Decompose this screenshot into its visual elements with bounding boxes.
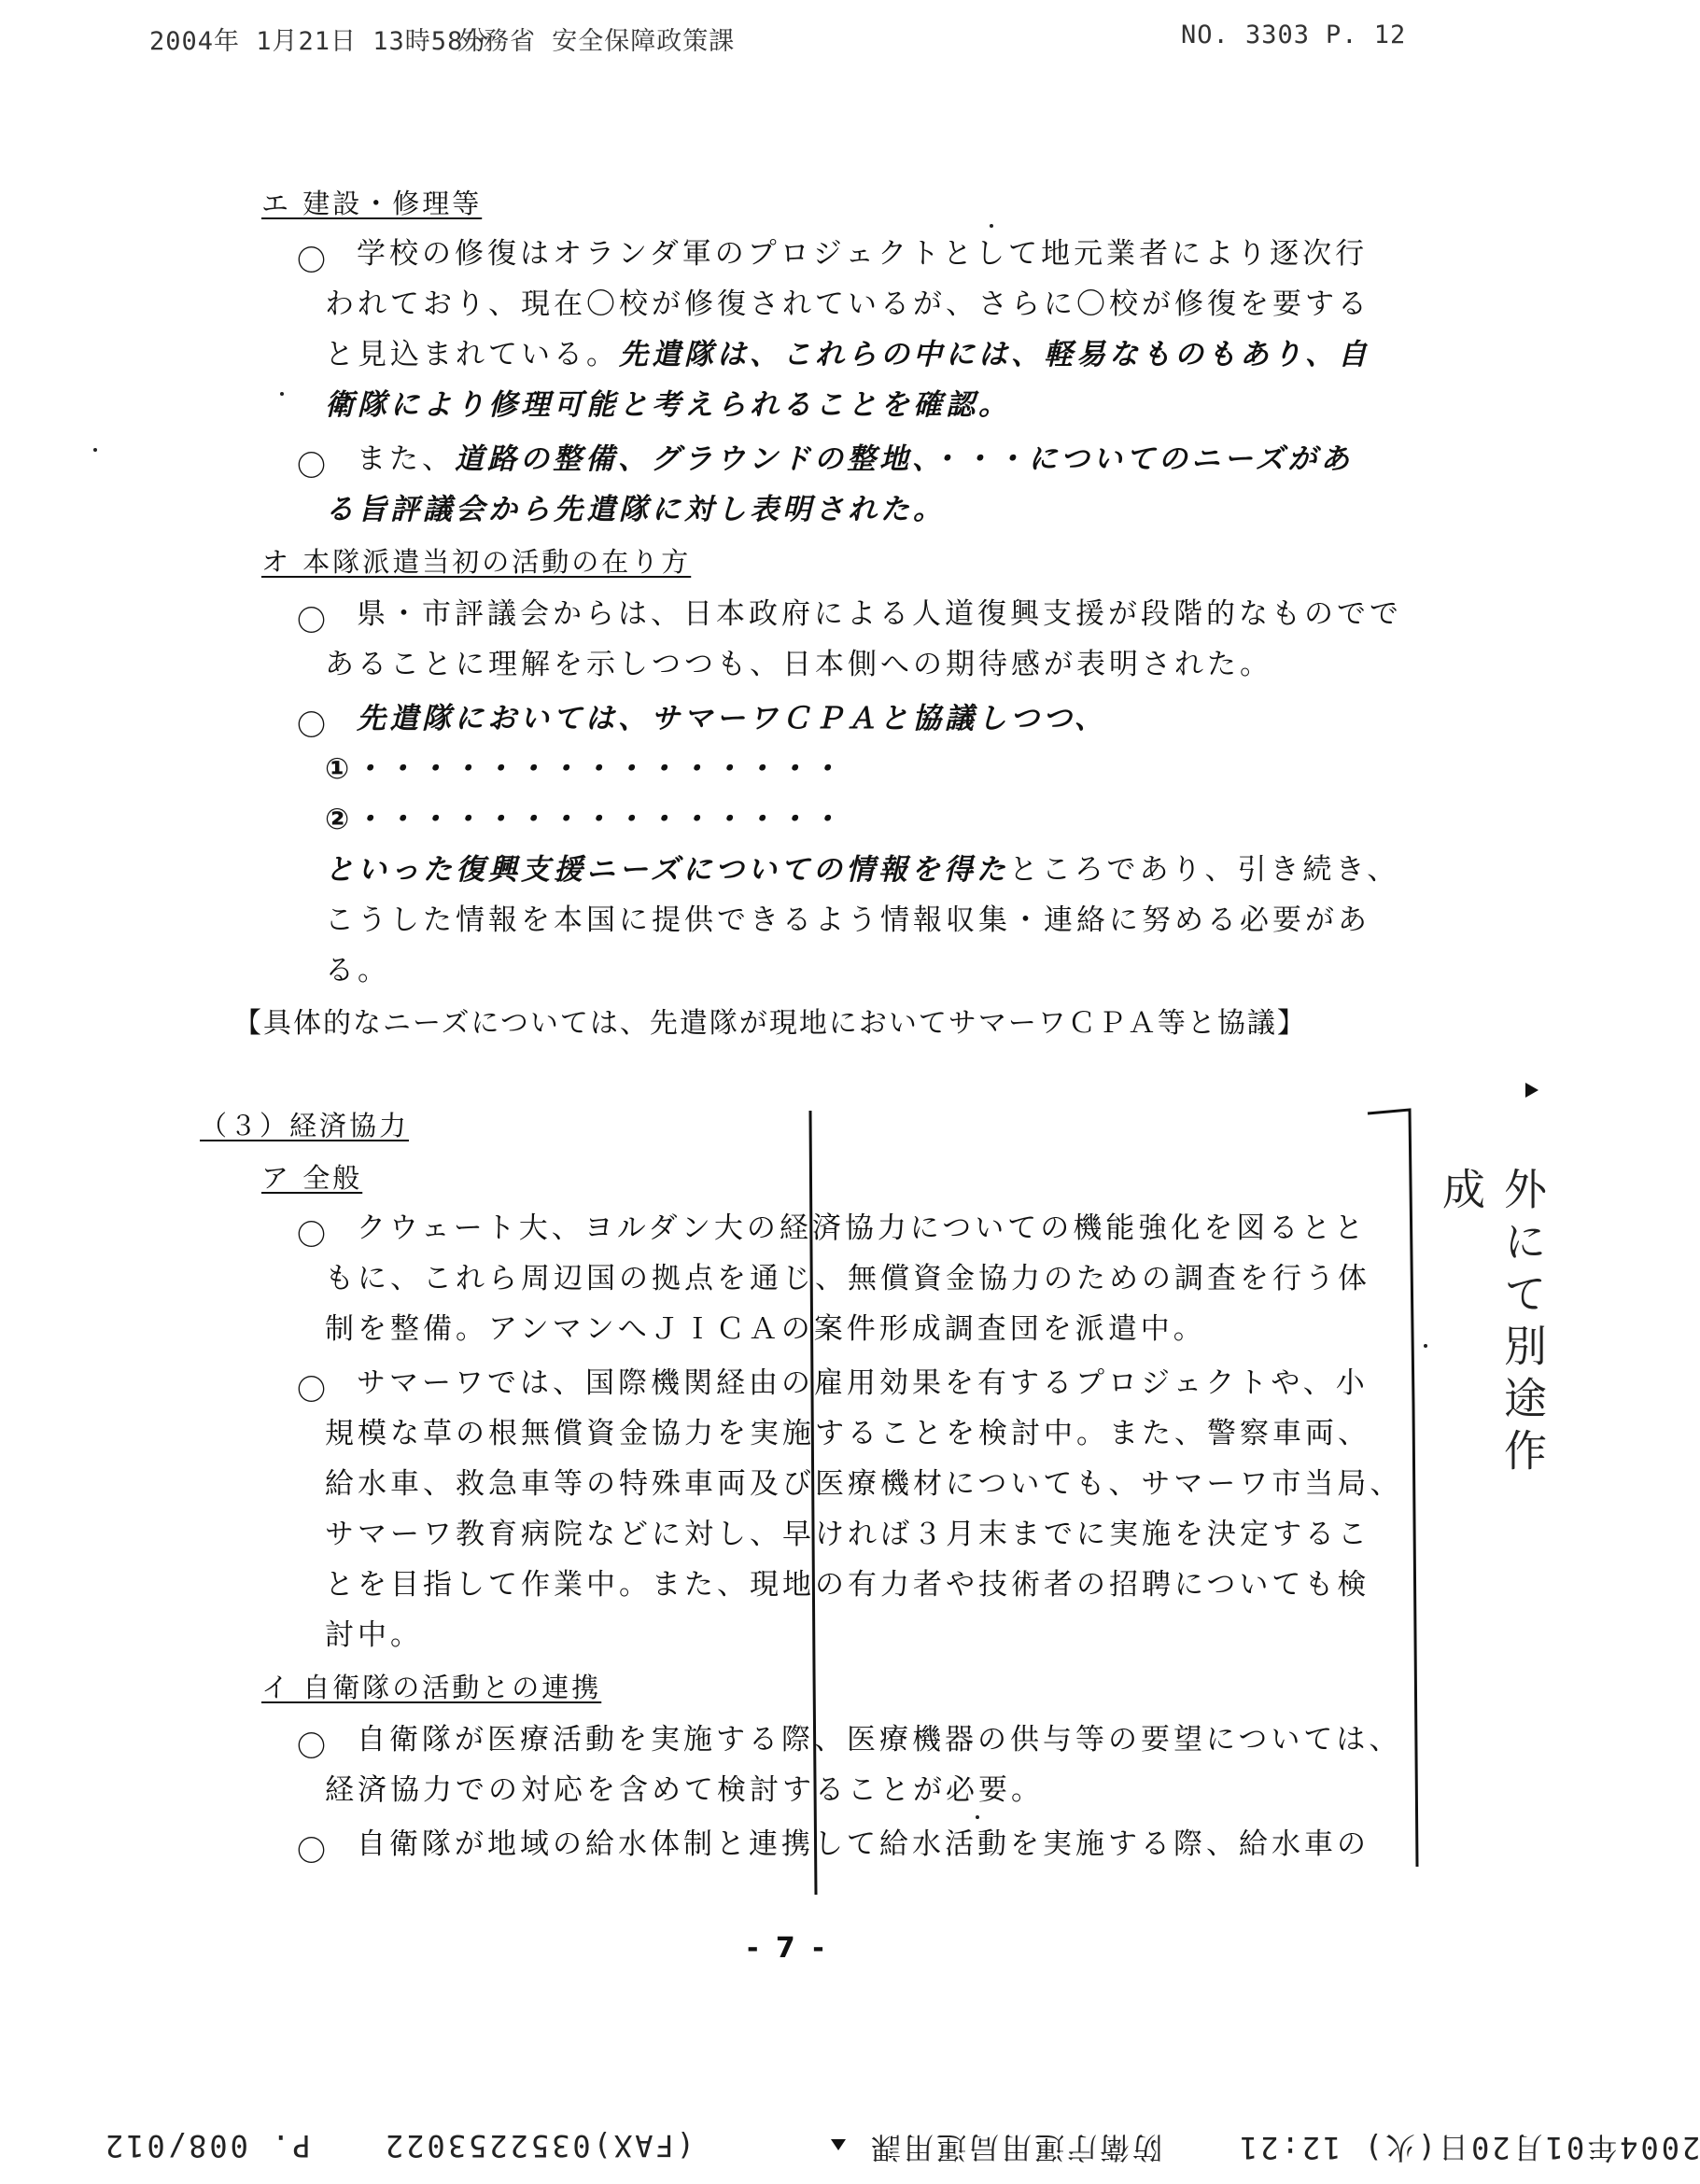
- text-line: 衛隊により修理可能と考えられることを確認。: [325, 388, 1011, 422]
- section-heading-construction: エ 建設・修理等: [261, 188, 483, 219]
- fax-page: P. 12: [1326, 21, 1407, 49]
- text-line: る旨評議会から先遣隊に対し表明された。: [325, 493, 946, 526]
- text-line: 県・市評議会からは、日本政府による人道復興支援が段階的なものでで: [357, 597, 1402, 631]
- bullet-marker: 〇: [297, 450, 326, 483]
- text-line: もに、これら周辺国の拠点を通じ、無償資金協力のための調査を行う体: [325, 1262, 1370, 1295]
- scan-speck: [976, 1815, 979, 1819]
- bullet-marker: 〇: [297, 1730, 326, 1764]
- scan-speck: [93, 448, 97, 452]
- scan-speck: [990, 224, 993, 228]
- text-line: 自衛隊が医療活動を実施する際、医療機器の供与等の要望については、: [357, 1723, 1402, 1757]
- bracket-note: 【具体的なニーズについては、先遣隊が現地においてサマーワＣＰＡ等と協議】: [233, 1007, 1307, 1040]
- handwritten-italic-span: 先遣隊は、これらの中には、軽易なものもあり、自: [619, 338, 1370, 371]
- bullet-marker: 〇: [297, 1374, 326, 1407]
- page-number: - 7 -: [747, 1932, 828, 1965]
- text-line: あることに理解を示しつつも、日本側への期待感が表明された。: [325, 648, 1272, 681]
- text-line: 給水車、救急車等の特殊車両及び医療機材についても、サマーワ市当局、: [325, 1467, 1403, 1501]
- fax-number: NO. 3303: [1181, 21, 1311, 49]
- text-line: サマーワでは、国際機関経由の雇用効果を有するプロジェクトや、小: [357, 1366, 1369, 1400]
- handwritten-margin-note: 外にて別途作成: [1436, 1167, 1548, 1480]
- text-line: 先遣隊においては、サマーワＣＰＡと協議しつつ、: [357, 702, 1107, 735]
- section-heading-economic-cooperation: （３）経済協力: [200, 1110, 410, 1141]
- text-line: 自衛隊が地域の給水体制と連携して給水活動を実施する際、給水車の: [357, 1827, 1370, 1861]
- section-heading-initial-activities: オ 本隊派遣当初の活動の在り方: [261, 546, 692, 578]
- text-line: [325, 332, 1370, 378]
- bullet-marker: 〇: [297, 245, 326, 278]
- text-span: また、: [357, 442, 455, 476]
- list-item-2: ②・・・・・・・・・・・・・・・: [325, 803, 844, 836]
- fax-sender: 外務省 安全保障政策課: [457, 27, 736, 56]
- handwritten-italic-span: といった復興支援ニーズについての情報を得た: [325, 853, 1009, 887]
- text-line: サマーワ教育病院などに対し、早ければ３月末までに実施を決定するこ: [325, 1518, 1370, 1551]
- text-span: ところであり、引き続き、: [1008, 853, 1400, 887]
- footer-arrow-mark: [831, 2139, 846, 2150]
- list-item-1: ①・・・・・・・・・・・・・・・: [325, 752, 844, 786]
- subsection-heading-sdf-coordination: イ 自衛隊の活動との連携: [261, 1672, 602, 1703]
- footer-sender: 防衛庁運用局運用課: [868, 2130, 1163, 2165]
- text-line: 討中。: [325, 1618, 423, 1652]
- footer-page: P. 008/012: [103, 2128, 311, 2163]
- text-span: と見込まれている。: [325, 338, 619, 371]
- handwritten-italic-span: 道路の整備、グラウンドの整地、・・・についてのニーズがあ: [455, 442, 1354, 476]
- bullet-marker: 〇: [297, 1219, 326, 1253]
- arrow-mark: [1525, 1083, 1538, 1098]
- text-line: クウェート大、ヨルダン大の経済協力についての機能強化を図るとと: [357, 1211, 1368, 1245]
- bullet-marker: 〇: [297, 709, 326, 743]
- text-line: とを目指して作業中。また、現地の有力者や技術者の招聘についても検: [325, 1568, 1370, 1602]
- text-line: 規模な草の根無償資金協力を実施することを検討中。また、警察車両、: [325, 1417, 1370, 1450]
- text-line: われており、現在〇校が修復されているが、さらに〇校が修復を要する: [325, 287, 1370, 321]
- scan-speck: [1424, 1344, 1427, 1348]
- text-line: 経済協力での対応を含めて検討することが必要。: [325, 1773, 1044, 1807]
- scan-speck: [280, 392, 284, 396]
- text-line: こうした情報を本国に提供できるよう情報収集・連絡に努める必要があ: [325, 903, 1370, 937]
- text-line: [325, 847, 1399, 893]
- handwritten-vertical-line: [803, 1111, 825, 1895]
- text-line: [357, 437, 1353, 483]
- bullet-marker: 〇: [297, 605, 326, 638]
- text-line: る。: [325, 954, 390, 987]
- bullet-marker: 〇: [297, 1835, 326, 1869]
- text-line: 学校の修復はオランダ軍のプロジェクトとして地元業者により逐次行: [357, 237, 1369, 271]
- text-line: 制を整備。アンマンへＪＩＣＡの案件形成調査団を派遣中。: [325, 1312, 1206, 1346]
- fax-timestamp: 2004年 1月21日 13時58分: [149, 27, 490, 56]
- subsection-heading-general: ア 全般: [261, 1162, 363, 1194]
- footer-fax: (FAX)0352253022: [383, 2128, 695, 2163]
- margin-bracket: [1363, 1106, 1428, 1871]
- footer-date: 2004年01月20日(火) 12:21: [1237, 2130, 1700, 2165]
